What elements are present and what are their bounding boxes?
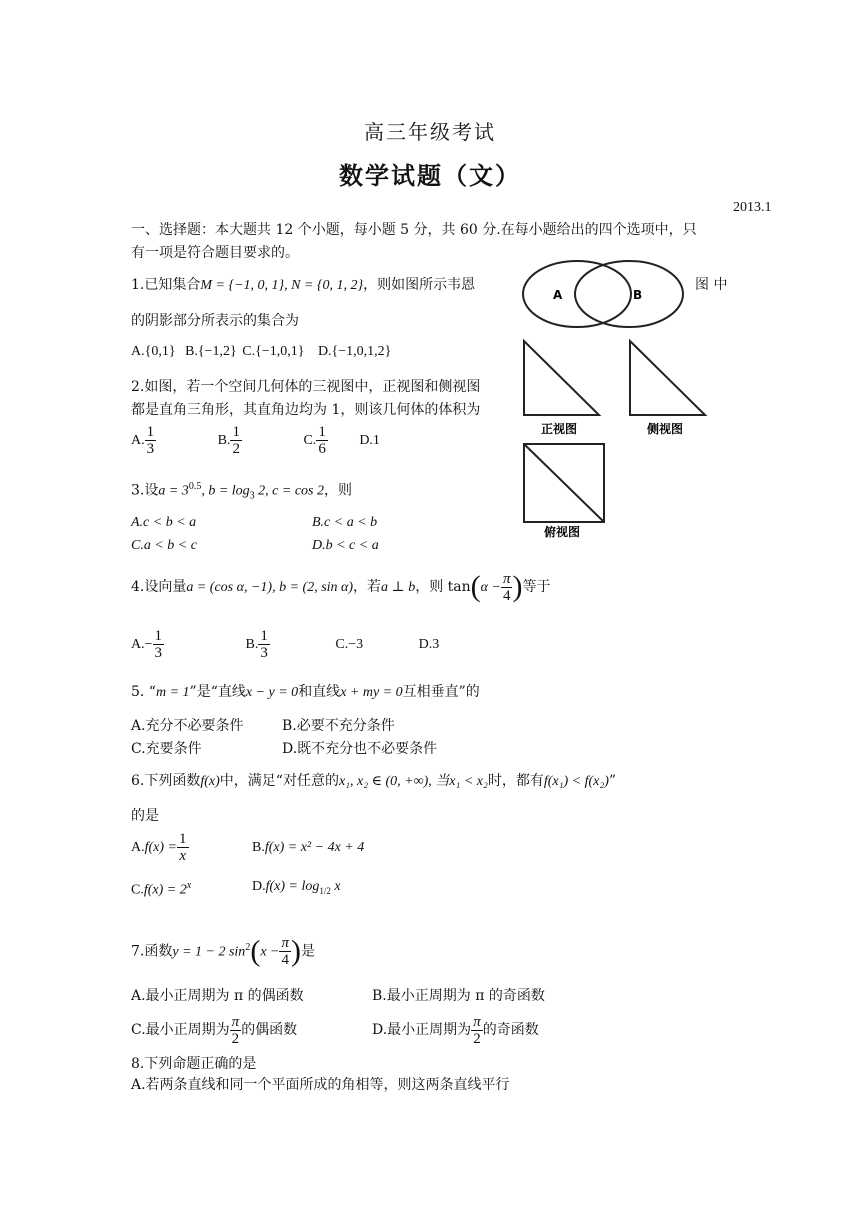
q1-option-c: C.{−1,0,1} <box>242 344 305 359</box>
q4-option-d: D.3 <box>418 636 440 652</box>
three-view-diagram <box>515 336 725 542</box>
q2-option-b: B. $\frac{1}{2}$ <box>217 424 240 457</box>
q7-stem: 7.函数y = 1 − 2 $\sin^2(x$ − $\frac{\pi}{4}$ )是 <box>131 934 315 969</box>
q6-option-d: $D.f(x) = \log_{1/2} x$ <box>252 879 341 896</box>
section-intro-line2: 有一项是符合题目要求的。 <box>131 245 299 261</box>
q2-stem-line1: 2.如图，若一个空间几何体的三视图中，正视图和侧视图 <box>131 379 481 395</box>
q1-option-a: A.{0,1} <box>131 344 176 359</box>
q6-option-b: B.f(x) = x² − 4x + 4 <box>252 840 365 855</box>
exam-title: 数学试题（文） <box>339 161 521 190</box>
exam-date: 2013.1 <box>733 200 772 215</box>
venn-set-a <box>523 261 631 327</box>
q3-option-a: A.c < b < a <box>131 515 197 530</box>
q8-option-a: A.若两条直线和同一个平面所成的角相等，则这两条直线平行 <box>131 1077 510 1093</box>
front-view-triangle <box>524 341 599 415</box>
q3-stem: 3.设$a = 3^{0.5}$, $b = \log_3 2$, c = cos 2，则 <box>131 481 352 502</box>
q4-option-c: C.−3 <box>335 636 364 652</box>
q2-options <box>131 424 380 457</box>
q6-option-a: A.f(x) = $\frac{1}{x}$ <box>131 830 187 864</box>
venn-set-b <box>575 261 683 327</box>
q5-stem: 5. “m = 1”是“直线x − y = 0和直线x + my = 0互相垂直”的 <box>131 684 480 700</box>
q2-stem-line2: 都是直角三角形，其直角边均为 1，则该几何体的体积为 <box>131 402 481 418</box>
q4-option-a: A.− $\frac{1}{3}$ <box>131 628 163 661</box>
top-view-label: 俯视图 <box>544 525 581 539</box>
q2-option-a: A. $\frac{1}{3}$ <box>131 424 155 457</box>
q5-option-a: A.充分不必要条件 <box>131 718 244 734</box>
q4-options <box>131 628 439 661</box>
side-view-triangle <box>630 341 705 415</box>
venn-diagram <box>515 256 685 332</box>
q3-option-c: C.a < b < c <box>131 538 197 553</box>
q1-stem: 1.已知集合M = {−1, 0, 1}, N = {0, 1, 2}，则如图所示韦恩 <box>131 277 476 293</box>
q8-stem: 8.下列命题正确的是 <box>131 1056 257 1072</box>
q1-stem-line2: 的阴影部分所表示的集合为 <box>131 313 299 329</box>
side-view-label: 侧视图 <box>647 422 684 436</box>
q4-stem: 4.设向量a = (cos α, −1), b = (2, sin α)，若a ⊥ b，则 tan(α − $\frac{\pi}{4}$ )等于 <box>131 570 551 604</box>
q2-option-c: C. $\frac{1}{6}$ <box>303 424 326 457</box>
q6-stem: 6.下列函数f(x)中，满足“对任意的x₁, x₂ ∈ (0, +∞), 当x₁ < x₂时，都有f(x₁) < f(x₂)” <box>131 773 617 789</box>
q3-option-b: B.c < a < b <box>312 515 378 530</box>
q1-option-b: B.{−1,2} <box>185 344 237 359</box>
q7-option-b: B.最小正周期为 π 的奇函数 <box>372 988 545 1004</box>
q1-stem-tail: 图 中 <box>695 277 728 293</box>
q5-option-d: D.既不充分也不必要条件 <box>282 741 438 757</box>
q6-option-c: $C.f(x) = 2^x$ <box>131 880 192 898</box>
exam-header: 高三年级考试 <box>364 120 496 144</box>
q5-option-c: C.充要条件 <box>131 741 202 757</box>
top-view-diagonal <box>524 444 604 522</box>
venn-label-a: A <box>553 288 563 302</box>
q1-option-d: D.{−1,0,1,2} <box>317 344 392 359</box>
q2-option-d: D.1 <box>359 432 380 448</box>
q5-option-b: B.必要不充分条件 <box>282 718 395 734</box>
venn-label-b: B <box>633 288 643 302</box>
q7-option-a: A.最小正周期为 π 的偶函数 <box>131 988 304 1004</box>
front-view-label: 正视图 <box>541 422 578 436</box>
section-intro-line1: 一、选择题：本大题共 12 个小题，每小题 5 分，共 60 分.在每小题给出的四个选项中，只 <box>131 222 697 238</box>
q7-option-c: C.最小正周期为 $\frac{\pi}{2}$ 的偶函数 <box>131 1013 298 1047</box>
q6-stem-line2: 的是 <box>131 808 159 824</box>
q7-option-d: D.最小正周期为 $\frac{\pi}{2}$ 的奇函数 <box>372 1013 539 1047</box>
q3-option-d: D.b < c < a <box>312 538 379 553</box>
q1-options <box>131 343 391 361</box>
q4-option-b: B. $\frac{1}{3}$ <box>245 628 268 661</box>
